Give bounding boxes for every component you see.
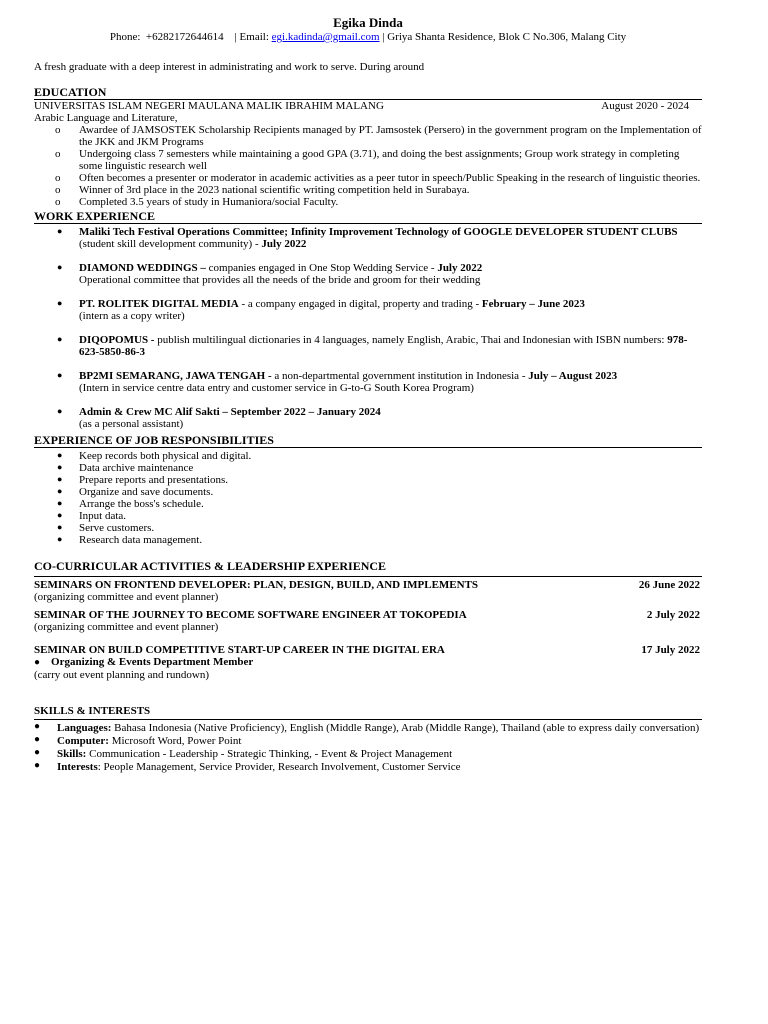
education-list xyxy=(34,124,702,208)
list-item: ● PT. ROLITEK DIGITAL MEDIA - a company engaged in digital, property and trading - February – June 2023 (intern as a copy writer) xyxy=(57,298,585,322)
bullet-marker: ● xyxy=(57,406,63,416)
event-date: 2 July 2022 xyxy=(646,609,700,621)
event-date: 26 June 2022 xyxy=(638,579,700,591)
responsibilities-list xyxy=(34,450,702,546)
skills-list xyxy=(34,722,702,773)
list-item: ● Prepare reports and presentations. xyxy=(57,474,229,486)
event-sub: ● Organizing & Events Department Member xyxy=(34,656,254,668)
cocurricular-title: CO-CURRICULAR ACTIVITIES & LEADERSHIP EXPERIENCE xyxy=(34,559,387,573)
bullet-marker: ● xyxy=(57,334,63,344)
list-item: o Undergoing class 7 semesters while maintaining a good GPA (3.71), and doing the best assignments; Group work strategy in completing some linguistic research well xyxy=(55,148,680,172)
event-role: (carry out event planning and rundown) xyxy=(34,669,210,681)
work-list xyxy=(34,226,702,430)
bullet-marker: ● xyxy=(57,370,63,380)
list-item: ● Interests: People Management, Service Provider, Research Involvement, Customer Service xyxy=(34,760,461,773)
education-header xyxy=(34,100,702,112)
program-name: Arabic Language and Literature, xyxy=(34,112,178,124)
skills-section xyxy=(34,705,702,773)
event-date: 17 July 2022 xyxy=(641,644,700,656)
bullet-marker: ● xyxy=(34,721,41,732)
bullet-marker: o xyxy=(55,184,61,196)
list-item: ● BP2MI SEMARANG, JAWA TENGAH - a non-departmental government institution in Indonesia - July – August 2023 (Intern in service centre data entry and customer service in G-to-G South Korea Program) xyxy=(57,370,618,394)
list-item: ● Skills: Communication - Leadership - Strategic Thinking, - Event & Project Management xyxy=(34,747,453,760)
list-item: ● DIQOPOMUS - publish multilingual dictionaries in 4 languages, namely English, Arabic, Thai and Indonesian with ISBN numbers: 978-623-5850-86-3 xyxy=(57,334,688,358)
divider xyxy=(34,719,702,720)
email-link[interactable]: egi.kadinda@gmail.com xyxy=(271,31,380,43)
bullet-marker: ● xyxy=(57,498,63,508)
bullet-marker: ● xyxy=(57,534,63,544)
list-item: o Completed 3.5 years of study in Humaniora/social Faculty. xyxy=(55,196,339,208)
bullet-marker: ● xyxy=(34,747,41,758)
contact-line xyxy=(34,31,702,44)
event-item xyxy=(34,644,702,681)
address: | Griya Shanta Residence, Blok C No.306, Malang City xyxy=(382,31,627,43)
divider xyxy=(34,576,702,577)
bullet-marker: ● xyxy=(57,462,63,472)
event-header xyxy=(34,579,702,591)
cocurricular-section xyxy=(34,560,702,681)
bullet-marker: ● xyxy=(57,486,63,496)
education-title: EDUCATION xyxy=(34,85,107,99)
divider xyxy=(34,447,702,448)
resume-name: Egika Dinda xyxy=(333,15,403,30)
bullet-marker: ● xyxy=(34,657,41,668)
education-dates: August 2020 - 2024 xyxy=(601,100,689,112)
event-header xyxy=(34,609,702,621)
skills-title: SKILLS & INTERESTS xyxy=(34,705,151,717)
bullet-marker: o xyxy=(55,124,61,136)
bullet-marker: o xyxy=(55,148,61,160)
bullet-marker: ● xyxy=(57,226,63,236)
event-header xyxy=(34,644,702,656)
responsibilities-title: EXPERIENCE OF JOB RESPONSIBILITIES xyxy=(34,433,274,447)
event-item xyxy=(34,579,702,603)
responsibilities-section xyxy=(34,434,702,546)
list-item: ● Maliki Tech Festival Operations Committee; Infinity Improvement Technology of GOOGLE DEVELOPER STUDENT CLUBS (student skill development community) - July 2022 xyxy=(57,226,678,250)
education-section xyxy=(34,86,702,208)
resume-page xyxy=(34,0,702,773)
event-name: SEMINAR ON BUILD COMPETITIVE START-UP CAREER IN THE DIGITAL ERA xyxy=(34,644,445,656)
bullet-marker: ● xyxy=(57,522,63,532)
list-item: ● Arrange the boss's schedule. xyxy=(57,498,204,510)
list-item: ● Computer: Microsoft Word, Power Point xyxy=(34,734,242,747)
list-item: o Often becomes a presenter or moderator in academic activities as a peer tutor in speech/Public Speaking in the research of linguistic theories. xyxy=(55,172,701,184)
bullet-marker: ● xyxy=(57,474,63,484)
list-item: ● Input data. xyxy=(57,510,127,522)
list-item: ● Organize and save documents. xyxy=(57,486,214,498)
bullet-marker: o xyxy=(55,196,61,208)
list-item: ● Research data management. xyxy=(57,534,203,546)
work-section xyxy=(34,210,702,430)
event-role: (organizing committee and event planner) xyxy=(34,591,219,603)
list-item: ● Admin & Crew MC Alif Sakti – September 2022 – January 2024 (as a personal assistant) xyxy=(57,406,381,430)
phone-label: Phone: xyxy=(109,31,141,43)
phone-number: +6282172644614 xyxy=(145,31,224,43)
divider xyxy=(34,223,702,224)
work-title: WORK EXPERIENCE xyxy=(34,209,156,223)
university-name: UNIVERSITAS ISLAM NEGERI MAULANA MALIK IBRAHIM MALANG xyxy=(34,100,384,112)
event-role: (organizing committee and event planner) xyxy=(34,621,219,633)
bullet-marker: o xyxy=(55,172,61,184)
list-item: o Winner of 3rd place in the 2023 national scientific writing competition held in Surabaya. xyxy=(55,184,470,196)
bullet-marker: ● xyxy=(34,760,41,771)
bullet-marker: ● xyxy=(57,298,63,308)
summary: A fresh graduate with a deep interest in administrating and work to serve. During around xyxy=(34,61,425,73)
list-item: ● Keep records both physical and digital. xyxy=(57,450,252,462)
list-item: o Awardee of JAMSOSTEK Scholarship Recipients managed by PT. Jamsostek (Persero) in the government program on the Implementation of the JKK and JKM Programs xyxy=(55,124,702,148)
bullet-marker: ● xyxy=(34,734,41,745)
bullet-marker: ● xyxy=(57,262,63,272)
list-item: ● Serve customers. xyxy=(57,522,155,534)
bullet-marker: ● xyxy=(57,450,63,460)
email-label: | Email: xyxy=(234,31,269,43)
event-name: SEMINAR OF THE JOURNEY TO BECOME SOFTWARE ENGINEER AT TOKOPEDIA xyxy=(34,609,467,621)
list-item: ● Data archive maintenance xyxy=(57,462,194,474)
event-name: SEMINARS ON FRONTEND DEVELOPER: PLAN, DESIGN, BUILD, AND IMPLEMENTS xyxy=(34,579,479,591)
event-item xyxy=(34,609,702,633)
list-item: ● DIAMOND WEDDINGS – companies engaged in One Stop Wedding Service - July 2022 Operational committee that provides all the needs of the bride and groom for their wedding xyxy=(57,262,483,286)
list-item: ● Languages: Bahasa Indonesia (Native Proficiency), English (Middle Range), Arab (Middle Range), Thailand (able to express daily conversation) xyxy=(34,721,700,734)
bullet-marker: ● xyxy=(57,510,63,520)
